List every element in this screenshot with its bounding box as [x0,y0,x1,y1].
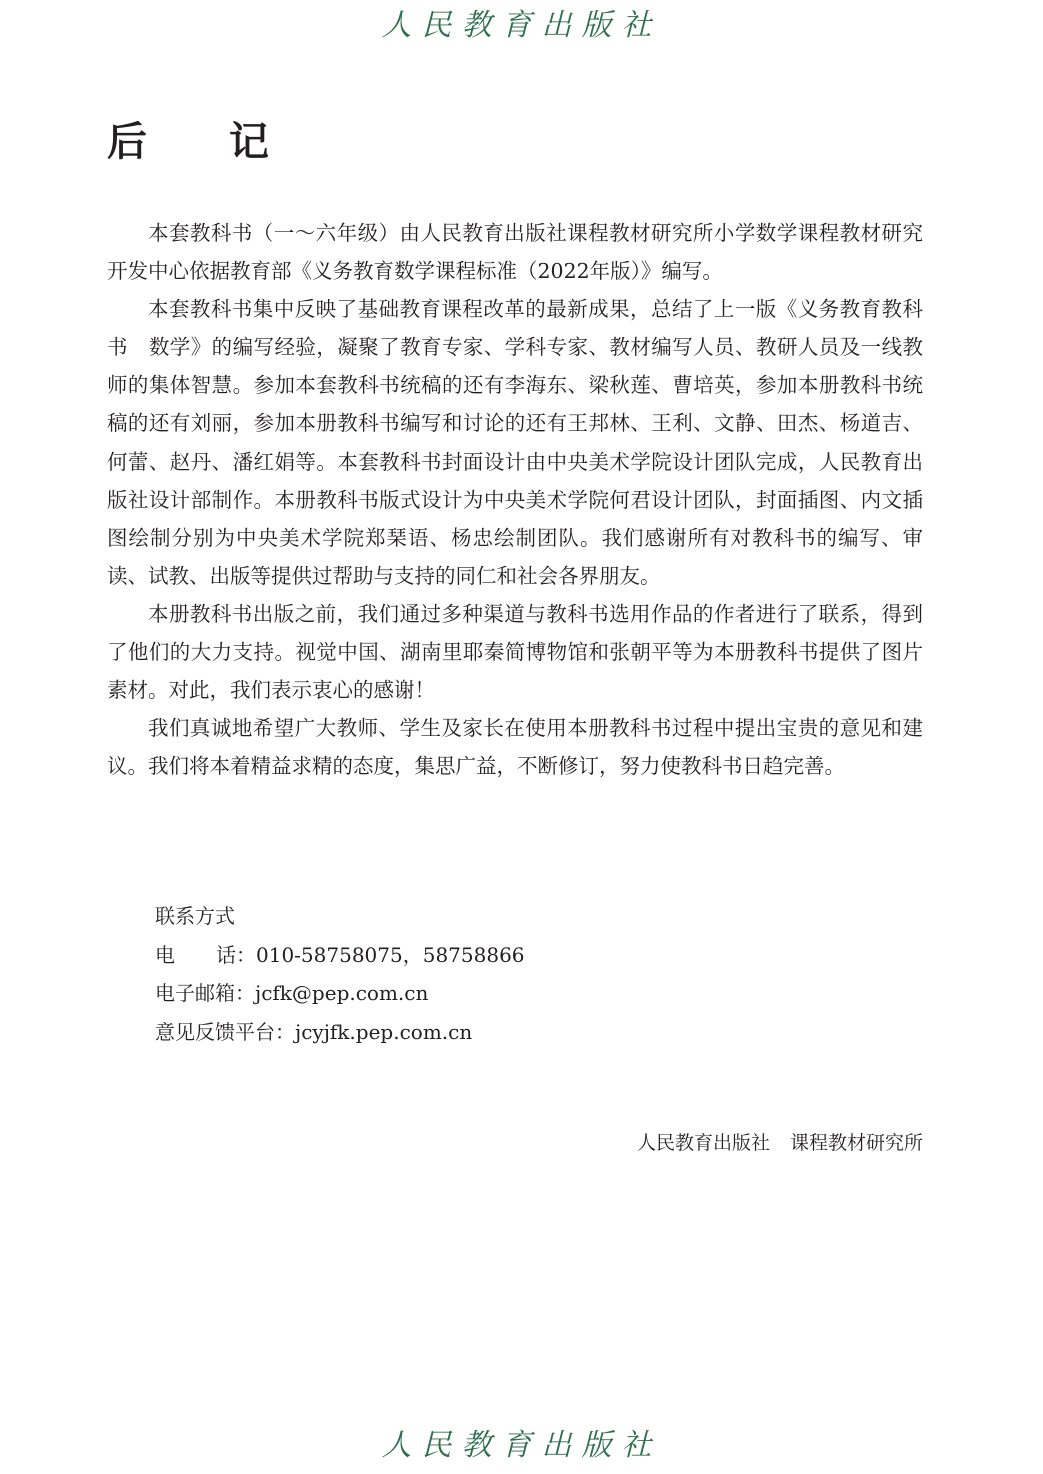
phone-label-part1: 电 [155,942,216,967]
paragraph-4: 我们真诚地希望广大教师、学生及家长在使用本册教科书过程中提出宝贵的意见和建议。我们将本着精益求精的态度，集思广益，不断修订，努力使教科书日趋完善。 [107,716,923,779]
paragraph-2: 本套教科书集中反映了基础教育课程改革的最新成果，总结了上一版《义务教育教科书 数学》的编写经验，凝聚了教育专家、学科专家、教材编写人员、教研人员及一线教师的集体智慧。参加本套教科书统稿的还有李海东、梁秋莲、曹培英，参加本册教科书统稿的还有刘丽，参加本册教科书编写和讨论的还有王邦林、王利、文静、田杰、杨道吉、何蕾、赵丹、潘红娟等。本套教科书封面设计由中央美术学院设计团队完成，人民教育出版社设计部制作。本册教科书版式设计为中央美术学院何君设计团队，封面插图、内文插图绘制分别为中央美术学院郑琹语、杨忠绘制团队。我们感谢所有对教科书的编写、审读、试教、出版等提供过帮助与支持的同仁和社会各界朋友。 [107,297,923,588]
email-row [155,974,525,1013]
signature [637,1126,923,1160]
paragraph-1: 本套教科书（一～六年级）由人民教育出版社课程教材研究所小学数学课程教材研究开发中心依据教育部《义务教育数学课程标准（2022年版）》编写。 [107,221,923,284]
publisher-logo-footer: 人民教育出版社 [381,1428,662,1463]
email-label: 电子邮箱： [155,981,255,1005]
feedback-value[interactable]: jcyjfk.pep.com.cn [295,1019,473,1044]
contact-heading: 联系方式 [155,904,235,928]
phone-value: 010-58758075，58758866 [256,942,525,967]
paragraph-3: 本册教科书出版之前，我们通过多种渠道与教科书选用作品的作者进行了联系，得到了他们的大力支持。视觉中国、湖南里耶秦简博物馆和张朝平等为本册教科书提供了图片素材。对此，我们表示衷心的感谢！ [107,601,923,703]
email-value[interactable]: jcfk@pep.com.cn [255,981,429,1005]
afterword-body [107,214,923,785]
publisher-logo-header: 人民教育出版社 [381,8,662,43]
page-title: 后 记 [107,119,303,165]
contact-block [155,897,525,1051]
feedback-label: 意见反馈平台： [155,1019,295,1044]
feedback-row [155,1013,525,1052]
phone-label-part2: 话： [216,942,256,967]
phone-row [155,936,525,975]
signature-institute: 课程教材研究所 [789,1132,923,1154]
signature-publisher: 人民教育出版社 [636,1132,770,1154]
